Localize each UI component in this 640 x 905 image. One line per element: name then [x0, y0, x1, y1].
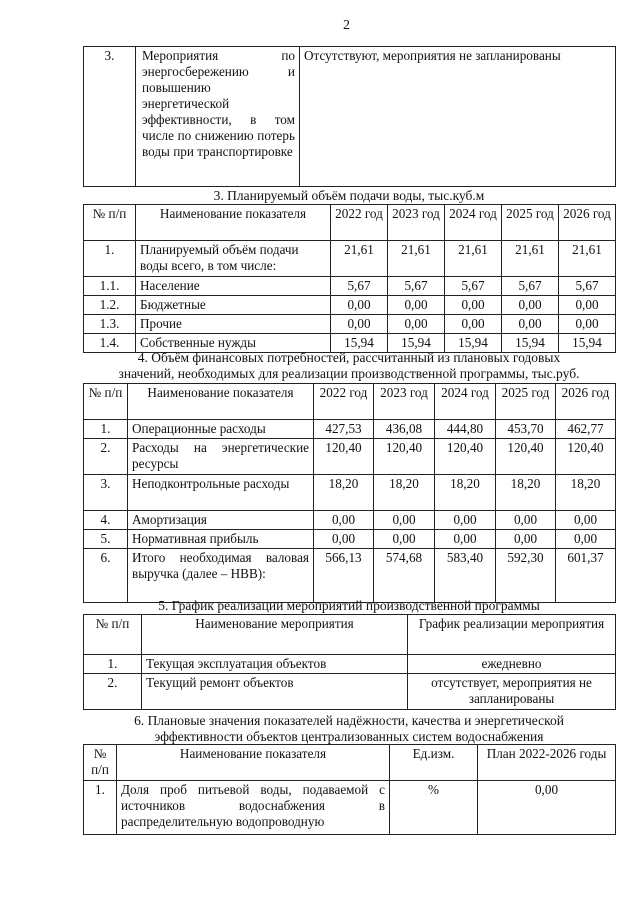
row-name: Амортизация — [128, 511, 314, 530]
row-name: Текущий ремонт объектов — [142, 674, 408, 710]
table-row — [84, 511, 616, 530]
financial-needs-table — [83, 383, 616, 603]
cell-value: 5,67 — [331, 277, 388, 296]
section-5-caption: 5. График реализации мероприятий производственной программы — [158, 598, 540, 613]
section-6-caption: 6. Плановые значения показателей надёжности, качества и энергетической — [134, 713, 564, 728]
cell-value: 574,68 — [374, 549, 435, 603]
row-name: Бюджетные — [136, 296, 331, 315]
row-number: 2. — [84, 439, 128, 475]
col-header-name: Наименование показателя — [128, 384, 314, 420]
cell-value: 0,00 — [435, 511, 496, 530]
row-name: Расходы на энергетические ресурсы — [128, 439, 314, 475]
table-row — [84, 277, 616, 296]
cell-value: 0,00 — [559, 315, 616, 334]
cell-value: 0,00 — [556, 530, 616, 549]
cell-value: 0,00 — [331, 296, 388, 315]
row-number: 1. — [84, 781, 117, 835]
cell-value: 444,80 — [435, 420, 496, 439]
col-header-year: 2026 год — [559, 205, 616, 241]
table-row — [84, 655, 616, 674]
table-row — [84, 674, 616, 710]
col-header-year: 2025 год — [502, 205, 559, 241]
cell-value: 120,40 — [556, 439, 616, 475]
row-name: Планируемый объём подачи воды всего, в том числе: — [136, 241, 331, 277]
cell-value: 427,53 — [314, 420, 374, 439]
cell-value: 0,00 — [496, 530, 556, 549]
col-header-year: 2023 год — [374, 384, 435, 420]
table-header-row — [84, 384, 616, 420]
table-row — [84, 420, 616, 439]
col-header-name: Наименование мероприятия — [142, 615, 408, 655]
cell-value: 18,20 — [435, 475, 496, 511]
section-4-caption-line2: значений, необходимых для реализации производственной программы, тыс.руб. — [118, 366, 580, 381]
cell-value: 21,61 — [502, 241, 559, 277]
col-header-schedule: График реализации мероприятия — [408, 615, 616, 655]
cell-value: 15,94 — [388, 334, 445, 353]
cell-value: 566,13 — [314, 549, 374, 603]
col-header-name: Наименование показателя — [136, 205, 331, 241]
table-row — [84, 549, 616, 603]
page-number: 2 — [343, 18, 350, 33]
col-header-name: Наименование показателя — [117, 745, 390, 781]
row-name: Итого необходимая валовая выручка (далее – НВВ): — [128, 549, 314, 603]
row-number: 1. — [84, 241, 136, 277]
cell-value: 0,00 — [445, 315, 502, 334]
cell-value: 21,61 — [445, 241, 502, 277]
table-header-row — [84, 615, 616, 655]
section-3-caption: 3. Планируемый объём подачи воды, тыс.куб.м — [213, 188, 485, 203]
row-name: Операционные расходы — [128, 420, 314, 439]
row-number: 1.2. — [84, 296, 136, 315]
table-row — [84, 241, 616, 277]
table-row — [84, 47, 616, 187]
cell-value: 583,40 — [435, 549, 496, 603]
row-name: Доля проб питьевой воды, подаваемой с источников водоснабжения в распределительную водопроводную — [117, 781, 390, 835]
table-row — [84, 530, 616, 549]
col-header-year: 2023 год — [388, 205, 445, 241]
cell-value: 0,00 — [314, 511, 374, 530]
cell-value: 120,40 — [435, 439, 496, 475]
col-header-unit: Ед.изм. — [390, 745, 478, 781]
cell-value: 15,94 — [502, 334, 559, 353]
cell-value: 601,37 — [556, 549, 616, 603]
cell-value: 15,94 — [445, 334, 502, 353]
cell-value: 15,94 — [559, 334, 616, 353]
cell-value: 0,00 — [388, 315, 445, 334]
row-number: 3. — [84, 47, 136, 187]
cell-value: 5,67 — [502, 277, 559, 296]
row-number: 1. — [84, 420, 128, 439]
cell-value: 5,67 — [388, 277, 445, 296]
cell-value: 120,40 — [314, 439, 374, 475]
row-name: Мероприятия по энергосбережению и повышению энергетической эффективности, в том числе по снижению потерь воды при транспортировке — [136, 47, 300, 187]
cell-value: 436,08 — [374, 420, 435, 439]
section-6-caption-line2: эффективности объектов централизованных систем водоснабжения — [154, 729, 544, 744]
cell-value: 18,20 — [374, 475, 435, 511]
cell-value: 18,20 — [496, 475, 556, 511]
row-name: Текущая эксплуатация объектов — [142, 655, 408, 674]
cell-value: 18,20 — [314, 475, 374, 511]
row-number: 3. — [84, 475, 128, 511]
table-row — [84, 315, 616, 334]
measures-table — [83, 46, 616, 187]
col-header-num: № п/п — [84, 205, 136, 241]
cell-value: 462,77 — [556, 420, 616, 439]
row-number: 5. — [84, 530, 128, 549]
indicators-table — [83, 744, 616, 835]
cell-value: 592,30 — [496, 549, 556, 603]
col-header-year: 2024 год — [435, 384, 496, 420]
row-number: 1.1. — [84, 277, 136, 296]
schedule-table — [83, 614, 616, 710]
cell-value: 0,00 — [374, 511, 435, 530]
cell-value: 18,20 — [556, 475, 616, 511]
cell-value: 21,61 — [388, 241, 445, 277]
cell-value: 0,00 — [331, 315, 388, 334]
col-header-year: 2022 год — [331, 205, 388, 241]
col-header-num: № п/п — [84, 615, 142, 655]
cell-value: 120,40 — [496, 439, 556, 475]
table-row — [84, 475, 616, 511]
col-header-year: 2022 год — [314, 384, 374, 420]
table-row — [84, 781, 616, 835]
row-number: 1. — [84, 655, 142, 674]
row-schedule: ежедневно — [408, 655, 616, 674]
col-header-num: № п/п — [84, 384, 128, 420]
water-supply-table — [83, 204, 616, 353]
row-plan: 0,00 — [478, 781, 616, 835]
row-name: Неподконтрольные расходы — [128, 475, 314, 511]
section-4-caption: 4. Объём финансовых потребностей, рассчитанный из плановых годовых — [137, 350, 561, 365]
cell-value: 0,00 — [496, 511, 556, 530]
row-number: 2. — [84, 674, 142, 710]
col-header-year: 2024 год — [445, 205, 502, 241]
cell-value: 0,00 — [388, 296, 445, 315]
cell-value: 15,94 — [331, 334, 388, 353]
row-number: 1.4. — [84, 334, 136, 353]
col-header-year: 2026 год — [556, 384, 616, 420]
cell-value: 453,70 — [496, 420, 556, 439]
cell-value: 21,61 — [331, 241, 388, 277]
cell-value: 5,67 — [445, 277, 502, 296]
table-row — [84, 296, 616, 315]
row-name: Население — [136, 277, 331, 296]
cell-value: 0,00 — [502, 296, 559, 315]
col-header-plan: План 2022-2026 годы — [478, 745, 616, 781]
table-row — [84, 439, 616, 475]
row-schedule: отсутствует, мероприятия не запланированы — [408, 674, 616, 710]
table-header-row — [84, 745, 616, 781]
cell-value: 0,00 — [445, 296, 502, 315]
row-name: Прочие — [136, 315, 331, 334]
row-name: Собственные нужды — [136, 334, 331, 353]
row-value: Отсутствуют, мероприятия не запланированы — [300, 47, 616, 187]
cell-value: 0,00 — [374, 530, 435, 549]
cell-value: 0,00 — [559, 296, 616, 315]
row-number: 1.3. — [84, 315, 136, 334]
cell-value: 0,00 — [435, 530, 496, 549]
col-header-num: № п/п — [84, 745, 117, 781]
row-number: 4. — [84, 511, 128, 530]
cell-value: 0,00 — [314, 530, 374, 549]
cell-value: 21,61 — [559, 241, 616, 277]
cell-value: 5,67 — [559, 277, 616, 296]
cell-value: 0,00 — [502, 315, 559, 334]
row-unit: % — [390, 781, 478, 835]
cell-value: 0,00 — [556, 511, 616, 530]
col-header-year: 2025 год — [496, 384, 556, 420]
table-header-row — [84, 205, 616, 241]
cell-value: 120,40 — [374, 439, 435, 475]
row-name: Нормативная прибыль — [128, 530, 314, 549]
row-number: 6. — [84, 549, 128, 603]
